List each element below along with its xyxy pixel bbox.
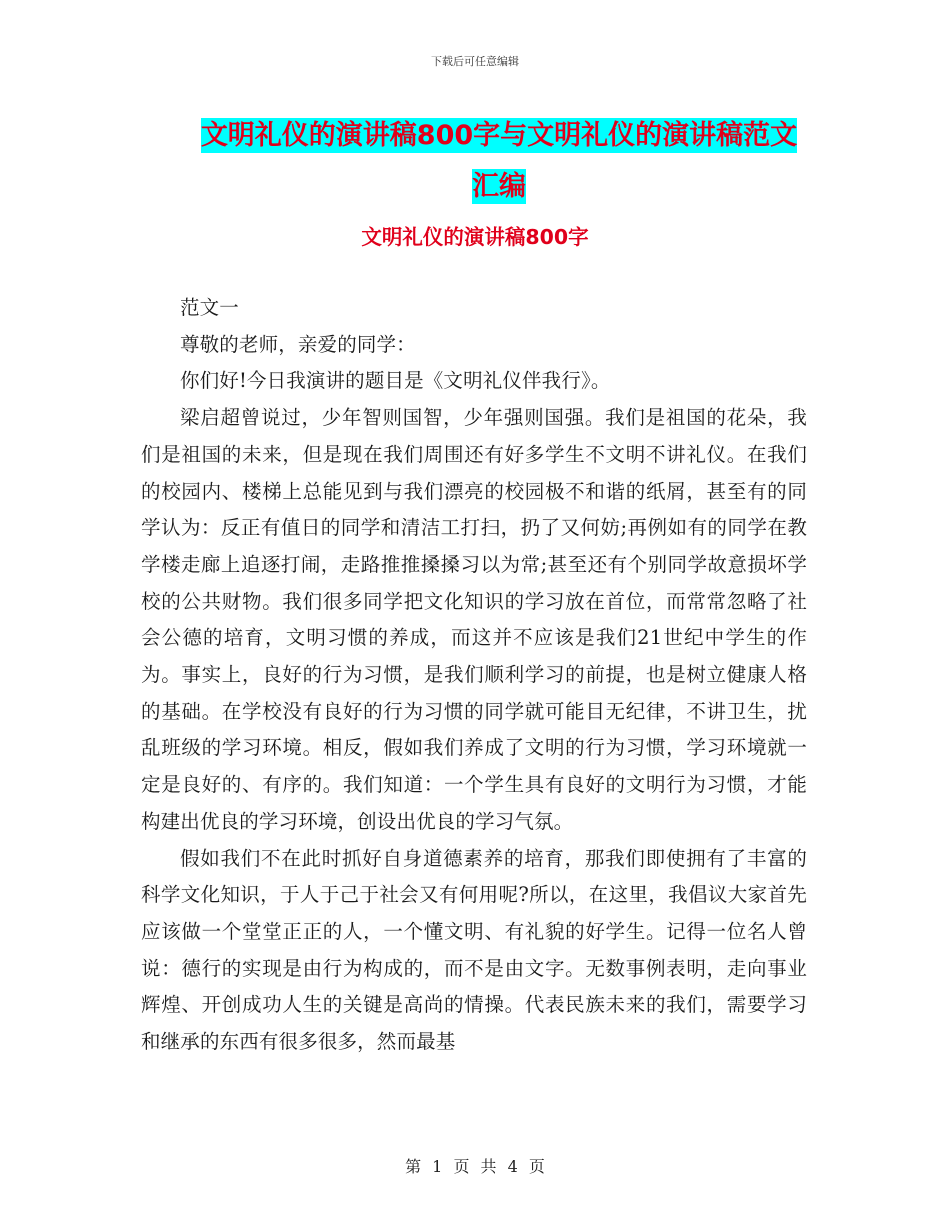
document-title [188, 110, 810, 212]
paragraph-label: 范文一 [180, 296, 239, 319]
section-title: 文明礼仪的演讲稿800字 [361, 225, 589, 249]
page-header-note: 下载后可任意编辑 [431, 55, 519, 68]
paragraph-body-2: 假如我们不在此时抓好自身道德素养的培育，那我们即使拥有了丰富的科学文化知识，于人于己于社会又有何用呢?所以，在这里，我倡议大家首先应该做一个堂堂正正的人，一个懂文明、有礼貌的好学生。记得一位名人曾说：德行的实现是由行为构成的，而不是由文字。无数事例表明，走向事业辉煌、开创成功人生的关键是高尚的情操。代表民族未来的我们，需要学习和继承的东西有很多很多，然而最基 [141, 846, 807, 1054]
paragraph-greeting: 你们好!今日我演讲的题目是《文明礼仪伴我行》。 [180, 369, 611, 393]
paragraph-body-1: 梁启超曾说过，少年智则国智，少年强则国强。我们是祖国的花朵，我们是祖国的未来，但是现在我们周围还有好多学生不文明不讲礼仪。在我们的校园内、楼梯上总能见到与我们漂亮的校园极不和谐的纸屑，甚至有的同学认为：反正有值日的同学和清洁工打扫，扔了又何妨;再例如有的同学在教学楼走廊上追逐打闹，走路推推搡搡习以为常;甚至还有个别同学故意损坏学校的公共财物。我们很多同学把文化知识的学习放在首位，而常常忽略了社会公德的培育，文明习惯的养成，而这并不应该是我们21世纪中学生的作为。事实上，良好的行为习惯，是我们顺利学习的前提，也是树立健康人格的基础。在学校没有良好的行为习惯的同学就可能目无纪律，不讲卫生，扰乱班级的学习环境。相反，假如我们养成了文明的行为习惯，学习环境就一定是良好的、有序的。我们知道：一个学生具有良好的文明行为习惯，才能构建出优良的学习环境，创设出优良的学习气氛。 [141, 406, 807, 833]
paragraph-salutation: 尊敬的老师，亲爱的同学： [180, 332, 416, 356]
document-title-text: 文明礼仪的演讲稿800字与文明礼仪的演讲稿范文汇编 [200, 120, 798, 202]
document-body [141, 290, 807, 1061]
page-number-footer: 第 1 页 共 4 页 [405, 1157, 545, 1176]
